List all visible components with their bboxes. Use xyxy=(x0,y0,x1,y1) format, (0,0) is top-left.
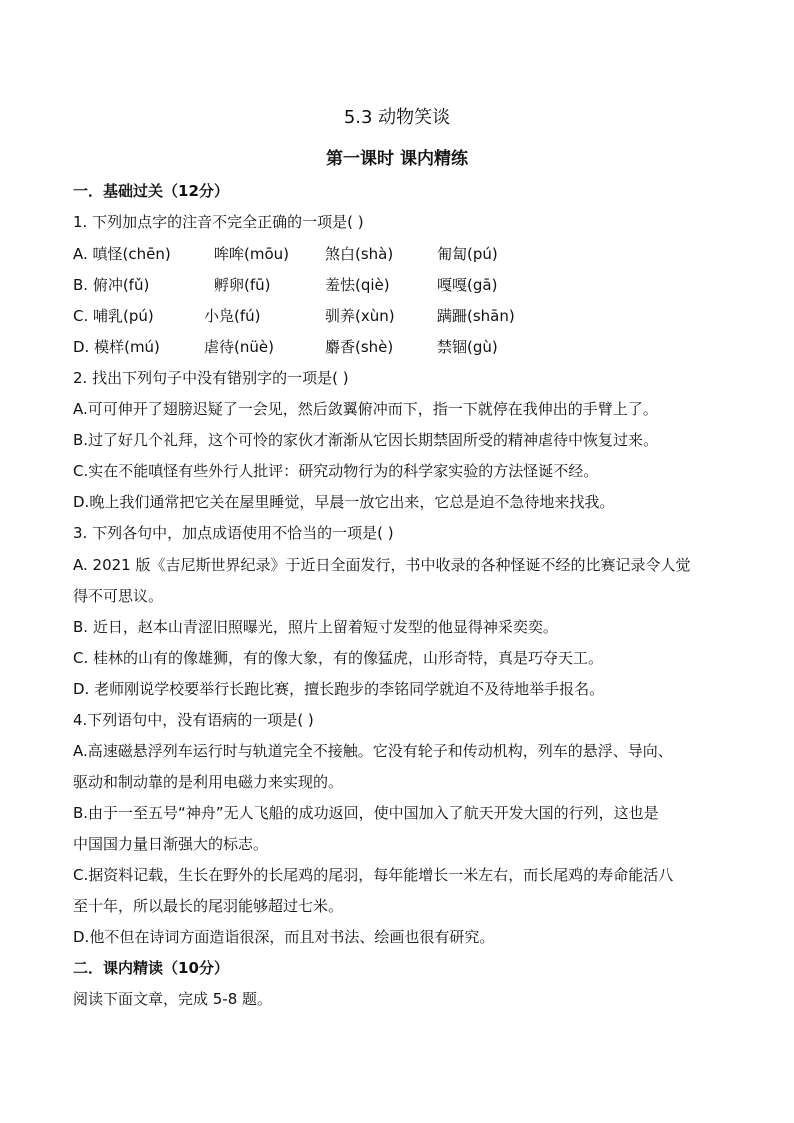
question-3-stem: 3. 下列各句中，加点成语使用不恰当的一项是( ) xyxy=(73,524,394,542)
question-4-option-d: D.他不但在诗词方面造诣很深，而且对书法、绘画也很有研究。 xyxy=(73,928,495,946)
option-cell: 虐待(nüè) xyxy=(204,338,274,356)
question-4-option-c: C.据资料记载，生长在野外的长尾鸡的尾羽，每年能增长一米左右，而长尾鸡的寿命能活八 xyxy=(73,866,674,884)
option-cell: 禁锢(gù) xyxy=(437,338,498,356)
page-subtitle: 第一课时 课内精练 xyxy=(326,149,468,169)
question-4-option-a: A.高速磁悬浮列车运行时与轨道完全不接触。它没有轮子和传动机构，列车的悬浮、导向、 xyxy=(73,742,673,760)
option-cell: 孵卵(fū) xyxy=(214,276,271,294)
question-3-option-a-cont: 得不可思议。 xyxy=(73,587,164,605)
question-4-option-a-cont: 驱动和制动靠的是利用电磁力来实现的。 xyxy=(73,773,344,791)
option-cell: C. 哺乳(pú) xyxy=(73,307,154,325)
question-2-stem: 2. 找出下列句子中没有错别字的一项是( ) xyxy=(73,369,349,387)
page-title: 5.3 动物笑谈 xyxy=(343,107,451,128)
section-1-heading: 一．基础过关（12分） xyxy=(73,182,229,200)
section-2-instruction: 阅读下面文章，完成 5-8 题。 xyxy=(73,990,273,1008)
question-3-option-d: D. 老师刚说学校要举行长跑比赛，擅长跑步的李铭同学就迫不及待地举手报名。 xyxy=(73,680,605,698)
option-cell: B. 俯冲(fǔ) xyxy=(73,276,150,294)
section-2-heading: 二．课内精读（10分） xyxy=(73,959,229,977)
question-2-option-b: B.过了好几个礼拜，这个可怜的家伙才渐渐从它因长期禁固所受的精神虐待中恢复过来。 xyxy=(73,431,659,449)
option-cell: D. 模样(mú) xyxy=(73,338,160,356)
option-cell: 煞白(shà) xyxy=(325,245,394,263)
question-4-option-b: B.由于一至五号“神舟”无人飞船的成功返回，使中国加入了航天开发大国的行列，这也是 xyxy=(73,804,659,822)
option-cell: 羞怯(qiè) xyxy=(325,276,390,294)
question-2-option-d: D.晚上我们通常把它关在屋里睡觉，早晨一放它出来，它总是迫不急待地来找我。 xyxy=(73,493,615,511)
question-4-option-c-cont: 至十年，所以最长的尾羽能够超过七米。 xyxy=(73,897,344,915)
question-2-option-c: C.实在不能嗔怪有些外行人批评：研究动物行为的科学家实验的方法怪诞不经。 xyxy=(73,462,599,480)
option-cell: 嘎嘎(gā) xyxy=(437,276,498,294)
option-cell: 小凫(fú) xyxy=(204,307,261,325)
question-3-option-c: C. 桂林的山有的像雄狮，有的像大象，有的像猛虎，山形奇特，真是巧夺天工。 xyxy=(73,649,604,667)
option-cell: 驯养(xùn) xyxy=(325,307,395,325)
question-2-option-a: A.可可伸开了翅膀迟疑了一会见，然后敛翼俯冲而下，指一下就停在我伸出的手臂上了。 xyxy=(73,400,658,418)
option-cell: 蹒跚(shān) xyxy=(437,307,515,325)
question-4-option-b-cont: 中国国力量日渐强大的标志。 xyxy=(73,835,269,853)
option-cell: A. 嗔怪(chēn) xyxy=(73,245,171,263)
question-3-option-a: A. 2021 版《吉尼斯世界纪录》于近日全面发行，书中收录的各种怪诞不经的比赛记录令人觉 xyxy=(73,556,691,574)
question-1-stem: 1. 下列加点字的注音不完全正确的一项是( ) xyxy=(73,213,364,231)
option-cell: 匍匐(pú) xyxy=(437,245,498,263)
option-cell: 哞哞(mōu) xyxy=(214,245,290,263)
question-4-stem: 4.下列语句中，没有语病的一项是( ) xyxy=(73,711,314,729)
question-3-option-b: B. 近日，赵本山青涩旧照曝光，照片上留着短寸发型的他显得神采奕奕。 xyxy=(73,618,558,636)
option-cell: 麝香(shè) xyxy=(325,338,394,356)
